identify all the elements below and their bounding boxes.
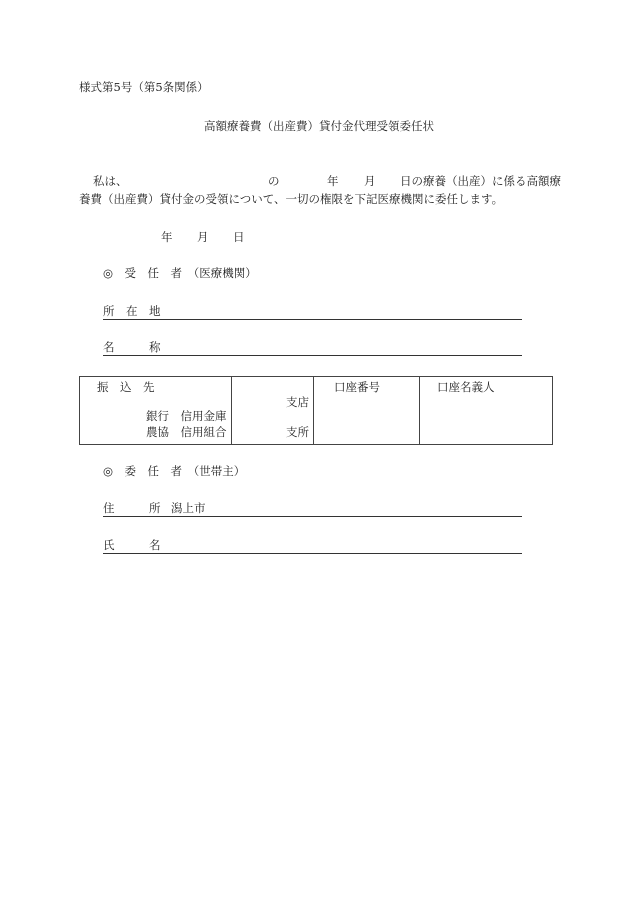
body-line1-month: 月 xyxy=(364,174,376,188)
branch-label-shisho: 支所 xyxy=(286,425,309,439)
date-year: 年 xyxy=(161,230,173,244)
account-number-label: 口座番号 xyxy=(334,380,380,394)
date-day: 日 xyxy=(233,230,245,244)
account-number-cell[interactable] xyxy=(314,377,420,445)
principal-name-field[interactable] xyxy=(103,553,522,554)
principal-address-value: 潟上市 xyxy=(171,501,206,515)
form-number: 様式第5号（第5条関係） xyxy=(79,80,209,94)
transfer-to-label: 振 込 先 xyxy=(97,380,155,394)
bank-account-table xyxy=(79,376,553,445)
body-line1-year: 年 xyxy=(327,174,339,188)
bank-name-cell[interactable] xyxy=(80,377,232,445)
account-holder-cell[interactable] xyxy=(420,377,553,445)
agent-heading: ◎ 受 任 者 （医療機関） xyxy=(103,266,257,280)
account-holder-label: 口座名義人 xyxy=(437,380,495,394)
bank-types-row1: 銀行 信用金庫 xyxy=(146,409,227,423)
principal-heading: ◎ 委 任 者 （世帯主） xyxy=(103,464,246,478)
branch-cell[interactable] xyxy=(232,377,314,445)
bank-types-row2: 農協 信用組合 xyxy=(146,425,227,439)
body-line1-no: の xyxy=(268,174,280,188)
agent-name-field[interactable] xyxy=(103,355,522,356)
date-month: 月 xyxy=(197,230,209,244)
principal-address-field[interactable] xyxy=(103,516,522,517)
principal-name-label: 氏 名 xyxy=(103,538,161,552)
principal-address-label: 住 所 xyxy=(103,501,161,515)
agent-name-label: 名 称 xyxy=(103,340,161,354)
agent-address-label: 所 在 地 xyxy=(103,304,161,318)
body-line1-watashi: 私は、 xyxy=(93,174,128,188)
agent-address-field[interactable] xyxy=(103,319,522,320)
body-line1-rest: 日の療養（出産）に係る高額療 xyxy=(400,174,561,188)
body-line2: 養費（出産費）貸付金の受領について、一切の権限を下記医療機関に委任します。 xyxy=(79,192,504,206)
branch-label-shiten: 支店 xyxy=(286,395,309,409)
document-title: 高額療養費（出産費）貸付金代理受領委任状 xyxy=(204,119,434,133)
